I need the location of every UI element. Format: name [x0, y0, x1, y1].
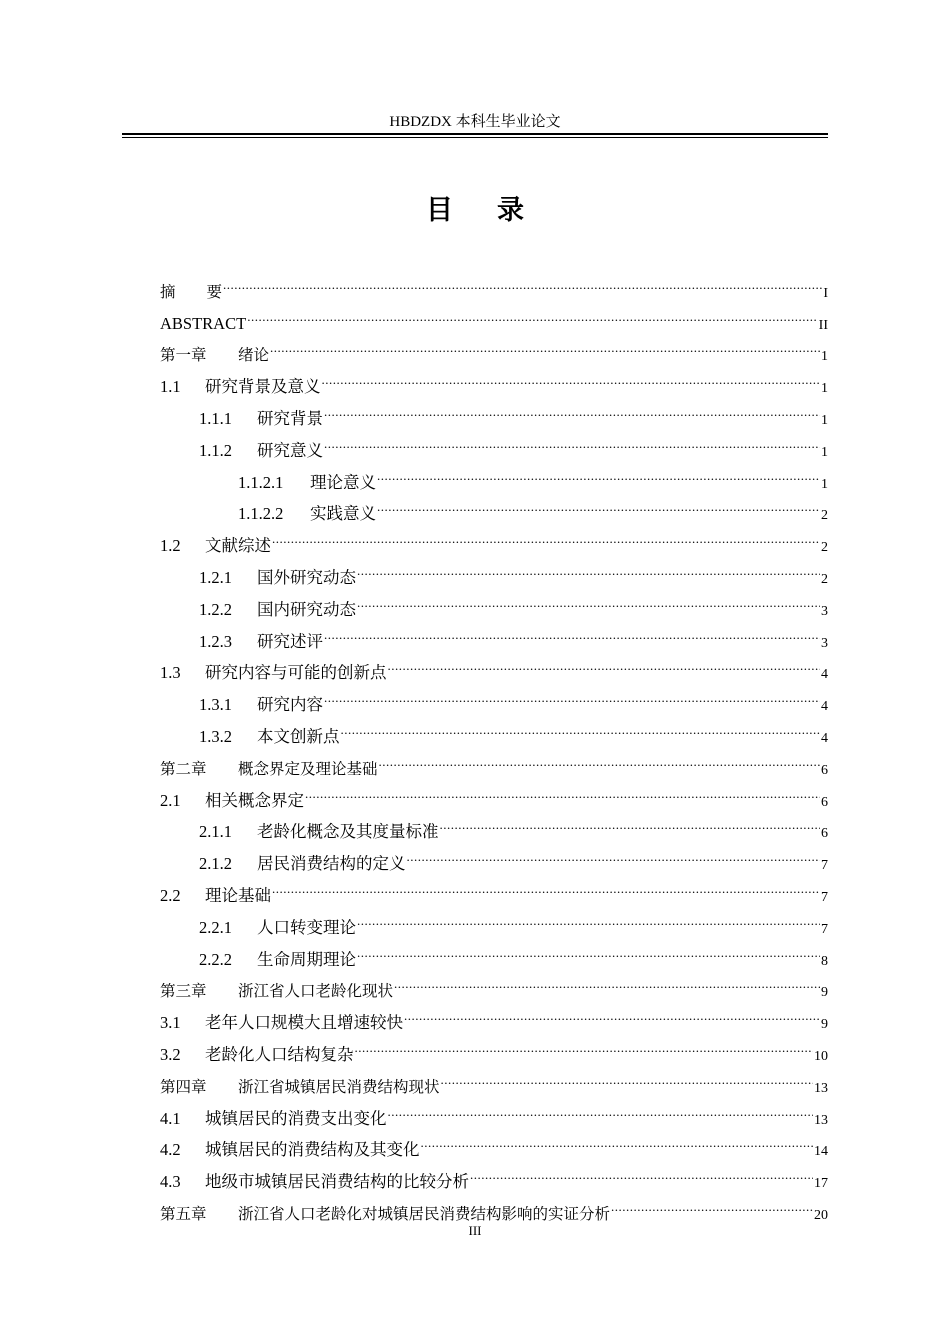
toc-entry-number: 4.1 — [160, 1108, 181, 1128]
toc-entry-number: 第三章 — [160, 982, 207, 1001]
toc-entry-title: 本文创新点 — [257, 726, 340, 746]
toc-entry-page: 10 — [814, 1048, 828, 1064]
toc-entry[interactable] — [160, 265, 828, 301]
toc-entry-page: 6 — [821, 794, 828, 810]
toc-entry-page: I — [823, 285, 828, 301]
toc-dot-leader — [407, 837, 821, 869]
toc-dot-leader — [270, 329, 820, 361]
toc-entry-title: 老年人口规模大且增速较快 — [205, 1013, 403, 1033]
toc-entry-number: 第四章 — [160, 1077, 207, 1096]
toc-entry-title: 浙江省人口老龄化现状 — [238, 982, 394, 1001]
toc-entry-page: 1 — [821, 381, 828, 397]
toc-dot-leader — [272, 869, 820, 901]
toc-entry-page: 6 — [821, 826, 828, 842]
toc-entry-number: 第二章 — [160, 759, 207, 778]
toc-dot-leader — [394, 965, 820, 997]
toc-entry-title: 概念界定及理论基础 — [238, 759, 378, 778]
toc-entry-title: 老龄化概念及其度量标准 — [257, 822, 439, 842]
toc-entry-title: 研究背景及意义 — [205, 377, 321, 397]
toc-dot-leader — [341, 710, 821, 742]
toc-entry-title: 相关概念界定 — [205, 790, 304, 810]
toc-entry-number: 4.2 — [160, 1140, 181, 1160]
toc-dot-leader — [357, 933, 820, 965]
toc-entry-title: 生命周期理论 — [257, 949, 356, 969]
toc-entry-page: 13 — [814, 1080, 828, 1096]
toc-entry-number: 1.2.3 — [199, 631, 232, 651]
toc-dot-leader — [305, 774, 820, 806]
toc-dot-leader — [611, 1187, 813, 1219]
toc-dot-leader — [379, 742, 820, 774]
toc-entry-number: 第一章 — [160, 346, 207, 365]
toc-entry-title: 研究意义 — [257, 440, 323, 460]
toc-entry-page: 1 — [821, 412, 828, 428]
toc-entry-number: 1.3 — [160, 663, 181, 683]
toc-entry-page: II — [818, 317, 828, 333]
toc-dot-leader — [421, 1124, 814, 1156]
toc-entry-title: 地级市城镇居民消费结构的比较分析 — [205, 1172, 469, 1192]
toc-entry-number: 4.3 — [160, 1172, 181, 1192]
toc-entry-number: 第五章 — [160, 1204, 207, 1223]
toc-entry-number: 1.1 — [160, 377, 181, 397]
toc-entry-number: 2.1 — [160, 790, 181, 810]
toc-entry-page: 3 — [821, 635, 828, 651]
toc-dot-leader — [324, 424, 820, 456]
toc-dot-leader — [324, 678, 820, 710]
toc-entry-page: 4 — [821, 699, 828, 715]
toc-entry-number: 1.1.1 — [199, 408, 232, 428]
toc-entry-number: 1.2 — [160, 536, 181, 556]
toc-entry-title: 实践意义 — [310, 504, 376, 524]
toc-entry-title: 研究内容 — [257, 695, 323, 715]
toc-entry-title: 理论基础 — [205, 885, 271, 905]
toc-dot-leader — [404, 996, 820, 1028]
toc-entry-page: 14 — [814, 1144, 828, 1160]
toc-entry-title: 绪论 — [238, 346, 270, 365]
toc-dot-leader — [272, 519, 820, 551]
toc-dot-leader — [388, 1092, 814, 1124]
running-header: HBDZDX 本科生毕业论文 — [389, 114, 561, 130]
header-rule-thin — [122, 137, 828, 138]
toc-entry-page: 8 — [821, 953, 828, 969]
toc-dot-leader — [355, 1028, 814, 1060]
toc-entry-number: 1.2.2 — [199, 599, 232, 619]
toc-dot-leader — [388, 647, 821, 679]
header-rule-thick — [122, 133, 828, 135]
toc-entry-title: 文献综述 — [205, 536, 271, 556]
toc-entry-page: 9 — [821, 985, 828, 1001]
toc-entry-page: 6 — [821, 762, 828, 778]
toc-entry-title: 研究述评 — [257, 631, 323, 651]
toc-dot-leader — [324, 615, 820, 647]
toc-dot-leader — [440, 806, 821, 838]
toc-dot-leader — [377, 456, 820, 488]
toc-entry-title: ABSTRACT — [160, 313, 247, 333]
toc-entry-page: 7 — [821, 889, 828, 905]
toc-entry-title: 老龄化人口结构复杂 — [205, 1044, 354, 1064]
toc-entry-page: 7 — [821, 858, 828, 874]
table-of-contents — [160, 265, 828, 1223]
toc-entry-title: 国外研究动态 — [257, 567, 356, 587]
toc-entry-title: 国内研究动态 — [257, 599, 356, 619]
toc-entry-title: 人口转变理论 — [257, 917, 356, 937]
toc-entry-page: 17 — [814, 1176, 828, 1192]
toc-dot-leader — [377, 488, 820, 520]
toc-entry-number: 2.1.2 — [199, 854, 232, 874]
toc-dot-leader — [357, 583, 820, 615]
toc-entry-number: 1.3.1 — [199, 695, 232, 715]
toc-entry-number: 1.1.2.1 — [238, 472, 284, 492]
toc-entry-title: 浙江省城镇居民消费结构现状 — [238, 1077, 440, 1096]
toc-entry-number: 2.2.2 — [199, 949, 232, 969]
toc-entry-page: 3 — [821, 603, 828, 619]
toc-dot-leader — [322, 360, 821, 392]
toc-entry-title: 研究背景 — [257, 408, 323, 428]
toc-entry-page: 4 — [821, 667, 828, 683]
toc-entry-title: 城镇居民的消费支出变化 — [205, 1108, 387, 1128]
toc-dot-leader — [223, 265, 822, 297]
toc-entry-number: 2.2 — [160, 885, 181, 905]
toc-entry-page: 1 — [821, 349, 828, 365]
toc-entry-page: 9 — [821, 1017, 828, 1033]
toc-dot-leader — [324, 392, 820, 424]
toc-entry-number: 3.1 — [160, 1013, 181, 1033]
toc-entry-page: 2 — [821, 508, 828, 524]
toc-entry-page: 2 — [821, 540, 828, 556]
toc-entry-number: 1.2.1 — [199, 567, 232, 587]
toc-entry-number: 1.1.2 — [199, 440, 232, 460]
toc-dot-leader — [357, 901, 820, 933]
toc-entry-page: 7 — [821, 921, 828, 937]
toc-dot-leader — [357, 551, 820, 583]
toc-entry[interactable] — [160, 297, 828, 333]
toc-entry-number: 摘 要 — [160, 282, 223, 301]
toc-entry-number: 1.3.2 — [199, 726, 232, 746]
toc-entry-number: 3.2 — [160, 1044, 181, 1064]
toc-entry-title: 居民消费结构的定义 — [257, 854, 406, 874]
toc-entry[interactable] — [160, 329, 828, 365]
toc-entry-page: 13 — [814, 1112, 828, 1128]
toc-entry-title: 浙江省人口老龄化对城镇居民消费结构影响的实证分析 — [238, 1204, 611, 1223]
toc-title: 目录 — [426, 195, 568, 226]
toc-entry-page: 1 — [821, 476, 828, 492]
toc-entry-number: 2.1.1 — [199, 822, 232, 842]
toc-dot-leader — [441, 1060, 813, 1092]
toc-entry-title: 城镇居民的消费结构及其变化 — [205, 1140, 420, 1160]
toc-entry-number: 1.1.2.2 — [238, 504, 284, 524]
page-number: III — [468, 1223, 482, 1238]
toc-dot-leader — [247, 297, 817, 329]
toc-entry-page: 2 — [821, 571, 828, 587]
toc-entry-title: 研究内容与可能的创新点 — [205, 663, 387, 683]
toc-entry-page: 20 — [814, 1207, 828, 1223]
toc-entry-page: 1 — [821, 444, 828, 460]
toc-entry-title: 理论意义 — [310, 472, 376, 492]
toc-dot-leader — [470, 1155, 813, 1187]
toc-entry-number: 2.2.1 — [199, 917, 232, 937]
toc-entry-page: 4 — [821, 730, 828, 746]
